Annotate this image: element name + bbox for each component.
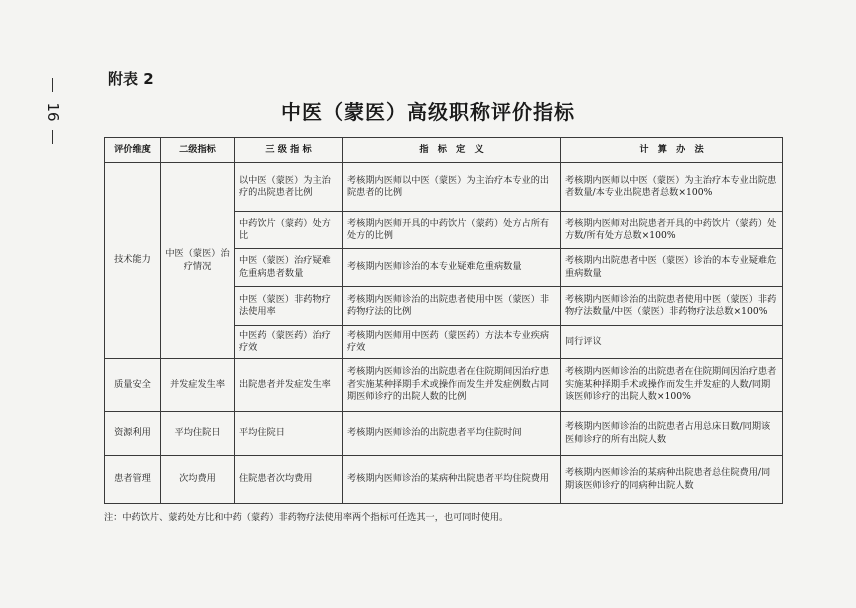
definition-cell: 考核期内医师诊治的出院患者平均住院时间 — [343, 412, 561, 456]
header-calculation-method: 计 算 办 法 — [561, 138, 783, 163]
document-title: 中医（蒙医）高级职称评价指标 — [281, 100, 575, 124]
tertiary-indicator-cell: 平均住院日 — [235, 412, 343, 456]
secondary-indicator-cell: 次均费用 — [161, 456, 235, 504]
secondary-indicator-cell: 平均住院日 — [161, 412, 235, 456]
table-row — [105, 456, 783, 504]
definition-cell: 考核期内医师诊治的某病种出院患者平均住院费用 — [343, 456, 561, 504]
tertiary-indicator-cell: 以中医（蒙医）为主治疗的出院患者比例 — [235, 163, 343, 212]
definition-cell: 考核期内医师用中医药（蒙医药）方法本专业疾病疗效 — [343, 326, 561, 359]
header-definition: 指 标 定 义 — [343, 138, 561, 163]
dimension-cell: 质量安全 — [105, 359, 161, 412]
tertiary-indicator-cell: 中医药（蒙医药）治疗疗效 — [235, 326, 343, 359]
page-number-rule-bottom — [52, 130, 53, 144]
definition-cell: 考核期内医师以中医（蒙医）为主治疗本专业的出院患者的比例 — [343, 163, 561, 212]
header-secondary-indicator: 二级指标 — [161, 138, 235, 163]
definition-cell: 考核期内医师诊治的本专业疑难危重病数量 — [343, 249, 561, 287]
tertiary-indicator-cell: 出院患者并发症发生率 — [235, 359, 343, 412]
tertiary-indicator-cell: 中医（蒙医）非药物疗法使用率 — [235, 287, 343, 326]
header-dimension: 评价维度 — [105, 138, 161, 163]
definition-cell: 考核期内医师开具的中药饮片（蒙药）处方占所有处方的比例 — [343, 212, 561, 249]
tertiary-indicator-cell: 住院患者次均费用 — [235, 456, 343, 504]
evaluation-table — [104, 137, 783, 504]
calculation-method-cell: 考核期内出院患者中医（蒙医）诊治的本专业疑难危重病数量 — [561, 249, 783, 287]
calculation-method-cell: 考核期内医师诊治的出院患者占用总床日数/同期该医师诊疗的所有出院人数 — [561, 412, 783, 456]
dimension-cell: 患者管理 — [105, 456, 161, 504]
dimension-cell: 资源利用 — [105, 412, 161, 456]
appendix-label: 附表 2 — [108, 70, 154, 88]
tertiary-indicator-cell: 中药饮片（蒙药）处方比 — [235, 212, 343, 249]
table-row — [105, 412, 783, 456]
calculation-method-cell: 考核期内医师诊治的某病种出院患者总住院费用/同期该医师诊疗的同病种出院人数 — [561, 456, 783, 504]
calculation-method-cell: 考核期内医师诊治的出院患者在住院期间因治疗患者实施某种择期手术或操作而发生并发症的人数/同期该医师诊疗的出院人数×100% — [561, 359, 783, 412]
tertiary-indicator-cell: 中医（蒙医）治疗疑难危重病患者数量 — [235, 249, 343, 287]
table-footnote: 注：中药饮片、蒙药处方比和中药（蒙药）非药物疗法使用率两个指标可任选其一，也可同时使用。 — [104, 512, 509, 523]
definition-cell: 考核期内医师诊治的出院患者使用中医（蒙医）非药物疗法的比例 — [343, 287, 561, 326]
definition-cell: 考核期内医师诊治的出院患者在住院期间因治疗患者实施某种择期手术或操作而发生并发症例数占同期医师诊疗的出院人数的比例 — [343, 359, 561, 412]
table-row — [105, 163, 783, 212]
page-number-rule-top — [52, 78, 53, 92]
calculation-method-cell: 考核期内医师对出院患者开具的中药饮片（蒙药）处方数/所有处方总数×100% — [561, 212, 783, 249]
table-header-row — [105, 138, 783, 163]
dimension-cell: 技术能力 — [105, 163, 161, 359]
calculation-method-cell: 考核期内医师以中医（蒙医）为主治疗本专业出院患者数量/本专业出院患者总数×100% — [561, 163, 783, 212]
table-row — [105, 359, 783, 412]
page-number-text: 16 — [44, 102, 62, 122]
secondary-indicator-cell: 并发症发生率 — [161, 359, 235, 412]
calculation-method-cell: 同行评议 — [561, 326, 783, 359]
calculation-method-cell: 考核期内医师诊治的出院患者使用中医（蒙医）非药物疗法数量/中医（蒙医）非药物疗法总数×100% — [561, 287, 783, 326]
secondary-indicator-cell: 中医（蒙医）治疗情况 — [161, 163, 235, 359]
header-tertiary-indicator: 三 级 指 标 — [235, 138, 343, 163]
